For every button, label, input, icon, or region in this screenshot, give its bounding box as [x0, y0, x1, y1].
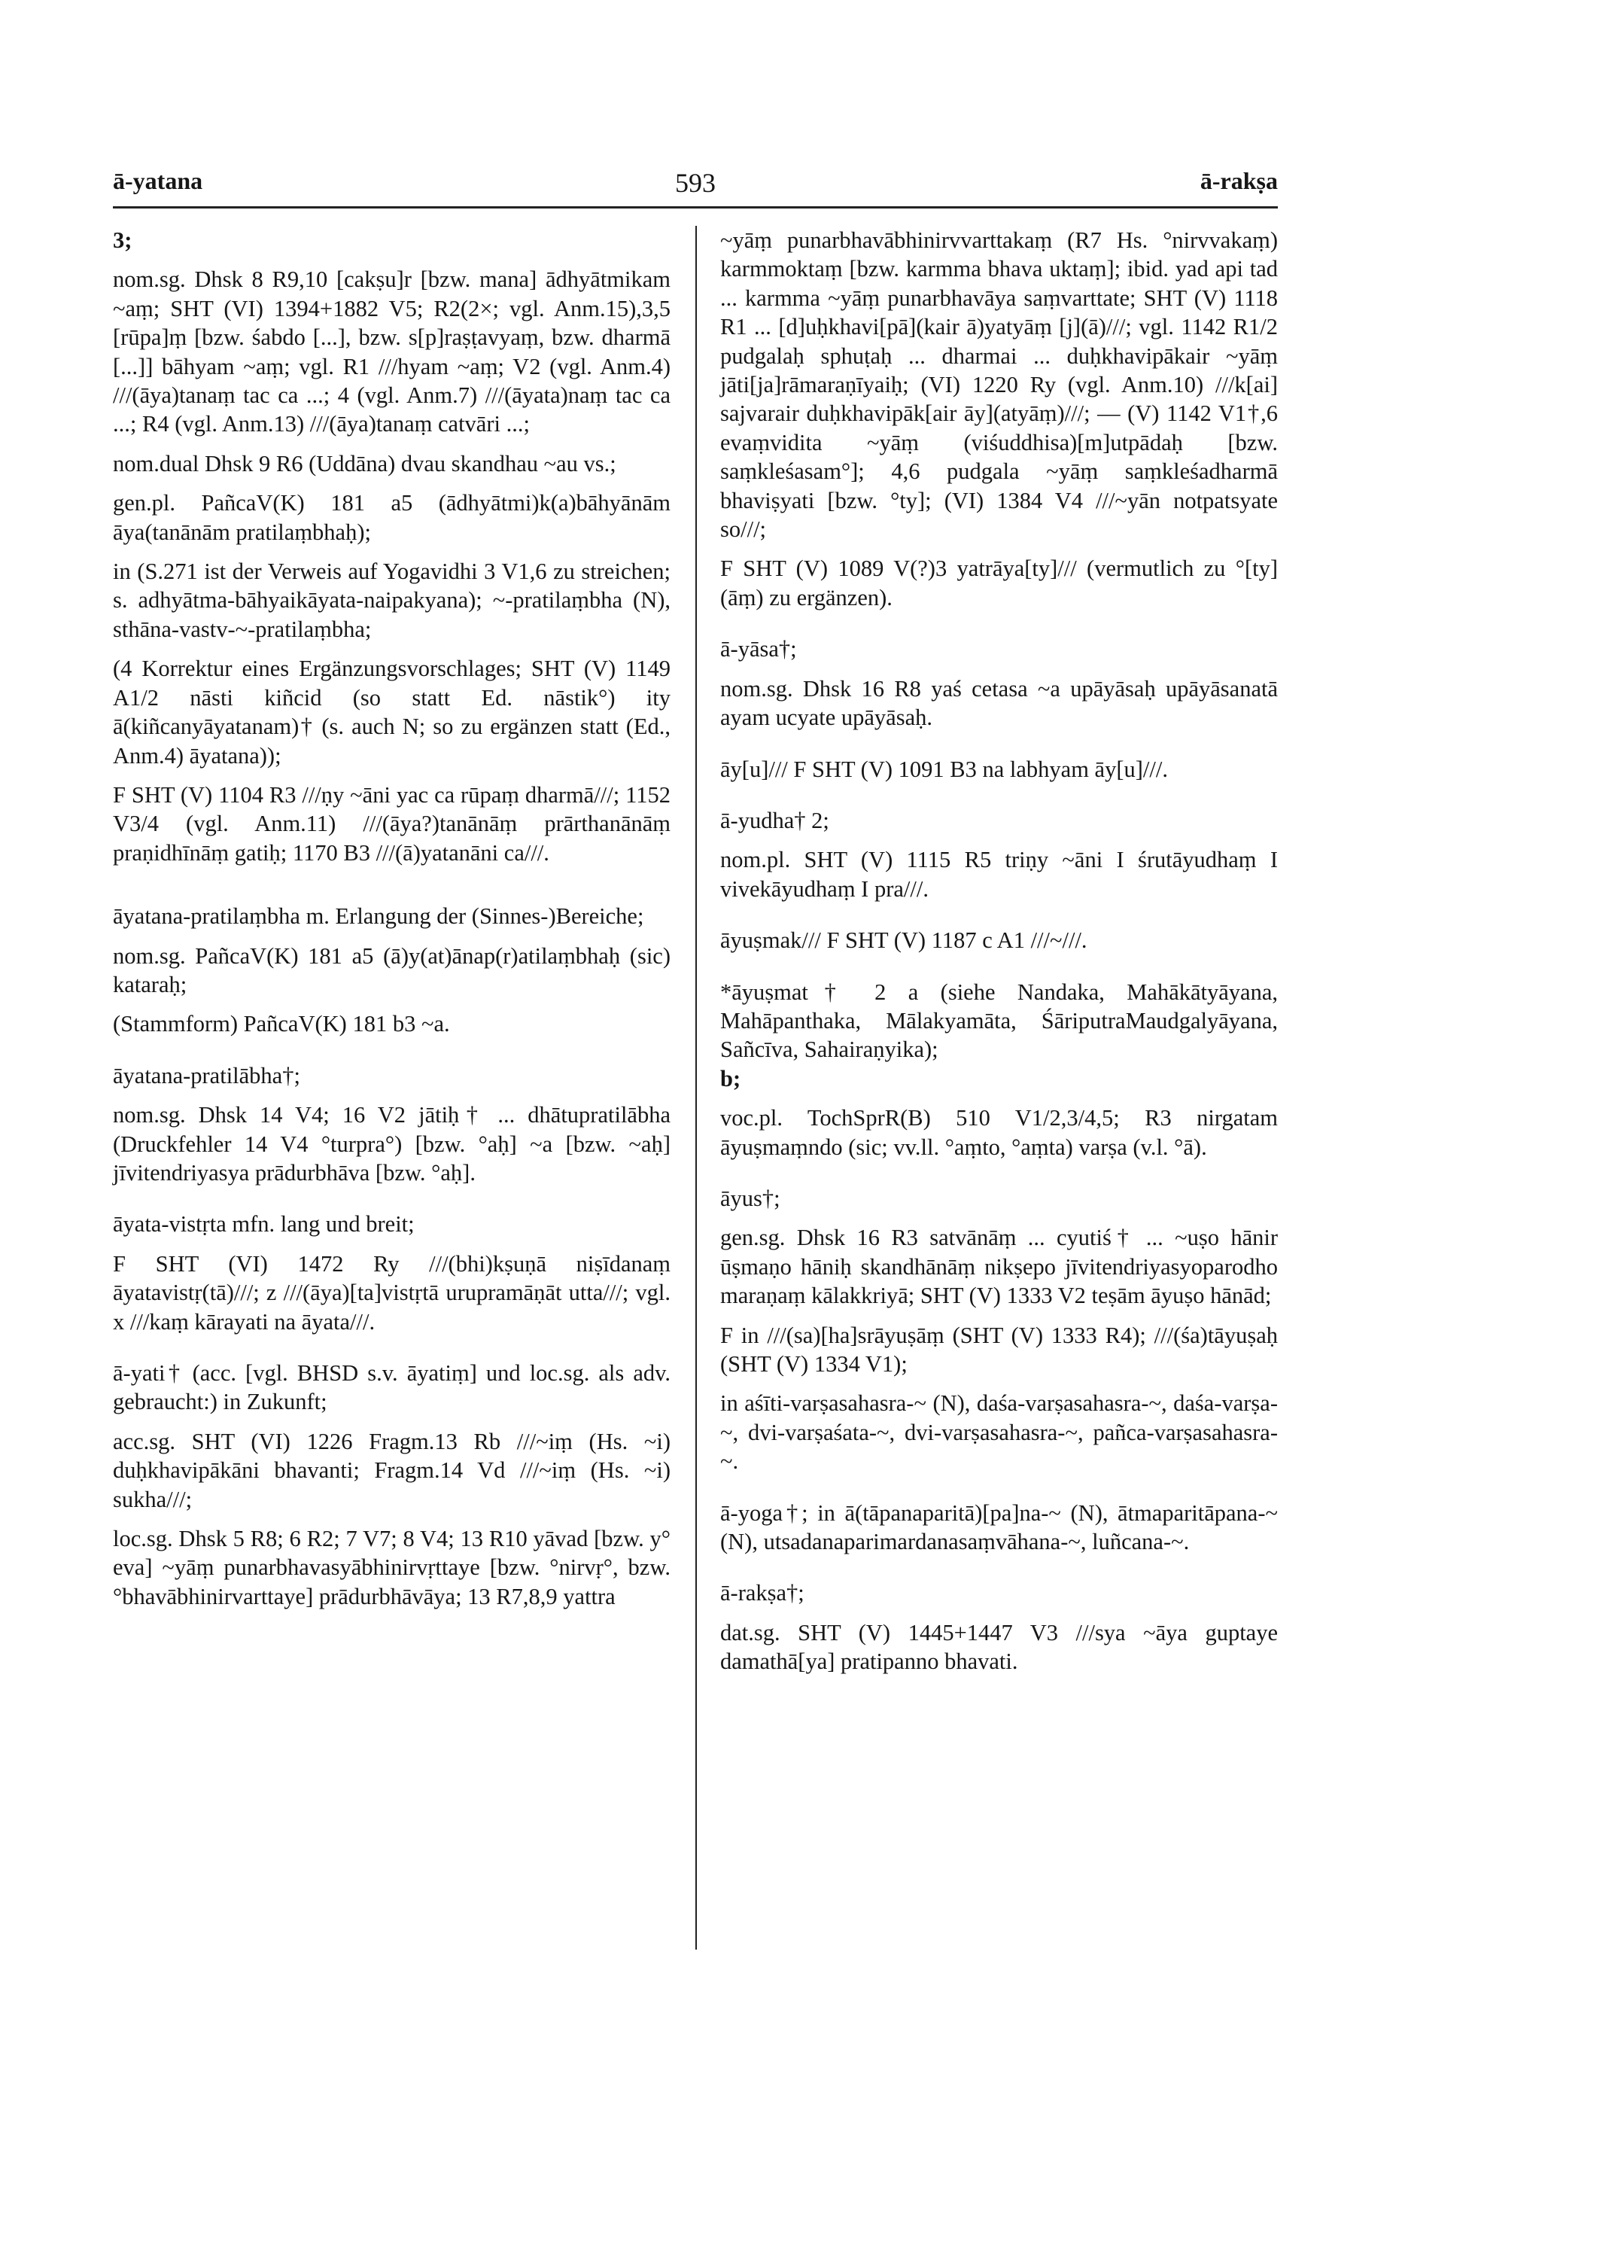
- dictionary-paragraph: ā-rakṣa†;: [720, 1580, 804, 1606]
- dictionary-paragraph: ā-yoga†; in ā(tāpanaparitā)[pa]na-~ (N), ātmaparitāpana-~ (N), utsadanaparimardanasaṃvāhana-~, luñcana-~.: [720, 1499, 1278, 1555]
- dictionary-paragraph: āyatana-pratilaṃbha m. Erlangung der (Sinnes-)Bereiche;: [113, 903, 644, 930]
- dictionary-paragraph: (4 Korrektur eines Ergänzungsvorschlages; SHT (V) 1149 A1/2 nāsti kiñcid (so statt Ed. nāstik°) ity ā(kiñcanyāyatanam)† (s. auch N; so zu ergänzen statt (Ed., Anm.4) āyatana));: [113, 656, 671, 769]
- dictionary-paragraph: ā-yudha† 2;: [720, 807, 829, 833]
- dictionary-paragraph: ā-yāsa†;: [720, 636, 797, 662]
- dictionary-paragraph: gen.pl. PañcaV(K) 181 a5 (ādhyātmi)k(a)bāhyānām āya(tanānām pratilaṃbhaḥ);: [113, 490, 671, 545]
- column-divider: [695, 226, 697, 1950]
- dictionary-paragraph: F SHT (V) 1089 V(?)3 yatrāya[ty]/// (vermutlich zu °[ty](āṃ) zu ergänzen).: [720, 556, 1278, 610]
- running-head-right: ā-rakṣa: [1200, 167, 1278, 194]
- running-head-left: ā-yatana: [113, 167, 203, 194]
- dictionary-paragraph: nom.sg. Dhsk 16 R8 yaś cetasa ~a upāyāsaḥ upāyāsanatā ayam ucyate upāyāsaḥ.: [720, 675, 1278, 731]
- dictionary-paragraph: in aśīti-varṣasahasra-~ (N), daśa-varṣasahasra-~, daśa-varṣa-~, dvi-varṣaśata-~, dvi-varṣasahasra-~, pañca-varṣasahasra-~.: [720, 1390, 1278, 1475]
- dictionary-paragraph: nom.sg. Dhsk 14 V4; 16 V2 jātiḥ† ... dhātupratilābha (Druckfehler 14 V4 °turpra°) [bzw. °aḥ] ~a [bzw. ~aḥ] jīvitendriyasya prādurbhāva [bzw. °aḥ].: [113, 1102, 671, 1186]
- page-header: [113, 167, 1278, 197]
- dictionary-paragraph: nom.pl. SHT (V) 1115 R5 triṇy ~āni I śrutāyudhaṃ I vivekāyudhaṃ I pra///.: [720, 847, 1278, 902]
- dictionary-paragraph: nom.sg. PañcaV(K) 181 a5 (ā)y(at)ānap(r)atilaṃbhaḥ (sic) kataraḥ;: [113, 942, 671, 997]
- dictionary-paragraph: F in ///(sa)[ha]srāyuṣāṃ (SHT (V) 1333 R4); ///(śa)tāyuṣaḥ (SHT (V) 1334 V1);: [720, 1322, 1278, 1377]
- page-number: 593: [675, 168, 716, 198]
- dictionary-paragraph: acc.sg. SHT (VI) 1226 Fragm.13 Rb ///~iṃ (Hs. ~i) duḥkhavipākāni bhavanti; Fragm.14 Vd ///~iṃ (Hs. ~i) sukha///;: [113, 1428, 671, 1512]
- dictionary-paragraph: 3;: [113, 227, 132, 253]
- dictionary-paragraph: F SHT (V) 1104 R3 ///ṇy ~āni yac ca rūpaṃ dharmā///; 1152 V3/4 (vgl. Anm.11) ///(āya?)tanānāṃ prārthanānāṃ praṇidhīnāṃ gatiḥ; 1170 B3 ///(ā)yatanāni ca///.: [113, 781, 671, 866]
- dictionary-paragraph: loc.sg. Dhsk 5 R8; 6 R2; 7 V7; 8 V4; 13 R10 yāvad [bzw. y° eva] ~yāṃ punarbhavasyābhinirvṛttaye [bzw. °nirvṛ°, bzw. °bhavābhinirvarttaye] prādurbhāvāya; 13 R7,8,9 yattra: [113, 1526, 671, 1609]
- right-column: [720, 226, 1278, 1676]
- dictionary-paragraph: F SHT (VI) 1472 Ry ///(bhi)kṣuṇā niṣīdanaṃ āyatavistṛ(tā)///; z ///(āya)[ta]vistṛtā urupramāṇāt utta///; vgl. x ///kaṃ kārayati na āyata///.: [113, 1250, 671, 1335]
- dictionary-paragraph: ā-yati† (acc. [vgl. BHSD s.v. āyatiṃ] und loc.sg. als adv. gebraucht:) in Zukunft;: [113, 1360, 671, 1415]
- dictionary-paragraph: in (S.271 ist der Verweis auf Yogavidhi 3 V1,6 zu streichen; s. adhyātma-bāhyaikāyata-naipakyana); ~-pratilaṃbha (N), sthāna-vastv-~-pratilaṃbha;: [113, 559, 671, 642]
- dictionary-paragraph: ~yāṃ punarbhavābhinirvvarttakaṃ (R7 Hs. °nirvvakaṃ) karmmoktaṃ [bzw. karmma bhava uktaṃ]; ibid. yad api tad ... karmma ~yāṃ punarbhavāya saṃvarttate; SHT (V) 1118 R1 ... [d]uḥkhavi[pā](kair ā)yatyāṃ [j](ā)///; vgl. 1142 R1/2 pudgalaḥ sphuṭaḥ ... dharmai ... duḥkhavipākair ~yāṃ jāti[ja]rāmaraṇīyaiḥ; (VI) 1220 Ry (vgl. Anm.10) ///k[ai] sajvarair duḥkhavipāk[air āy](atyāṃ)///; — (V) 1142 V1†,6 evaṃvidita ~yāṃ (viśuddhisa)[m]utpādaḥ [bzw. saṃkleśasam°]; 4,6 pudgala ~yāṃ saṃkleśadharmā bhaviṣyati [bzw. °ty]; (VI) 1384 V4 ///~yān notpatsyate so///;: [720, 227, 1278, 543]
- dictionary-paragraph: nom.sg. Dhsk 8 R9,10 [cakṣu]r [bzw. mana] ādhyātmikam ~aṃ; SHT (VI) 1394+1882 V5; R2(2×; vgl. Anm.15),3,5 [rūpa]ṃ [bzw. śabdo [...], bzw. s[p]raṣṭavyaṃ, bzw. dharmā [...]] bāhyam ~aṃ; vgl. R1 ///hyam ~aṃ; V2 (vgl. Anm.4) ///(āya)tanaṃ tac ca ...; 4 (vgl. Anm.7) ///(āyata)naṃ tac ca ...; R4 (vgl. Anm.13) ///(āya)tanaṃ catvāri ...;: [113, 266, 671, 437]
- dictionary-paragraph: āy[u]/// F SHT (V) 1091 B3 na labhyam āy[u]///.: [720, 756, 1168, 782]
- dictionary-paragraph: dat.sg. SHT (V) 1445+1447 V3 ///sya ~āya guptaye damathā[ya] pratipanno bhavati.: [720, 1619, 1278, 1675]
- dictionary-paragraph: b;: [720, 1065, 741, 1091]
- dictionary-paragraph: āyata-vistṛta mfn. lang und breit;: [113, 1211, 415, 1238]
- header-rule: [113, 206, 1278, 209]
- dictionary-paragraph: nom.dual Dhsk 9 R6 (Uddāna) dvau skandhau ~au vs.;: [113, 450, 616, 476]
- dictionary-paragraph: āyatana-pratilābha†;: [113, 1062, 300, 1088]
- dictionary-paragraph: gen.sg. Dhsk 16 R3 satvānāṃ ... cyutiś† ... ~uṣo hānir ūṣmaṇo hāniḥ skandhānāṃ nikṣepo jīvitendriyasyoparodho maraṇaṃ kālakkriyā; SHT (V) 1333 V2 teṣām āyuṣo hānād;: [720, 1225, 1278, 1309]
- dictionary-paragraph: voc.pl. TochSprR(B) 510 V1/2,3/4,5; R3 nirgatam āyuṣmaṃndo (sic; vv.ll. °aṃto, °aṃta) varṣa (v.l. °ā).: [720, 1105, 1278, 1160]
- dictionary-paragraph: āyuṣmak/// F SHT (V) 1187 c A1 ///~///.: [720, 927, 1087, 954]
- dictionary-paragraph: (Stammform) PañcaV(K) 181 b3 ~a.: [113, 1011, 450, 1037]
- dictionary-paragraph: *āyuṣmat† 2 a (siehe Nandaka, Mahākātyāyana, Mahāpanthaka, Mālakyamāta, ŚāriputraMaudgalyāyana, Sañcīva, Sahairaṇyika);: [720, 979, 1278, 1063]
- dictionary-paragraph: āyus†;: [720, 1185, 780, 1211]
- left-column: [113, 226, 671, 1611]
